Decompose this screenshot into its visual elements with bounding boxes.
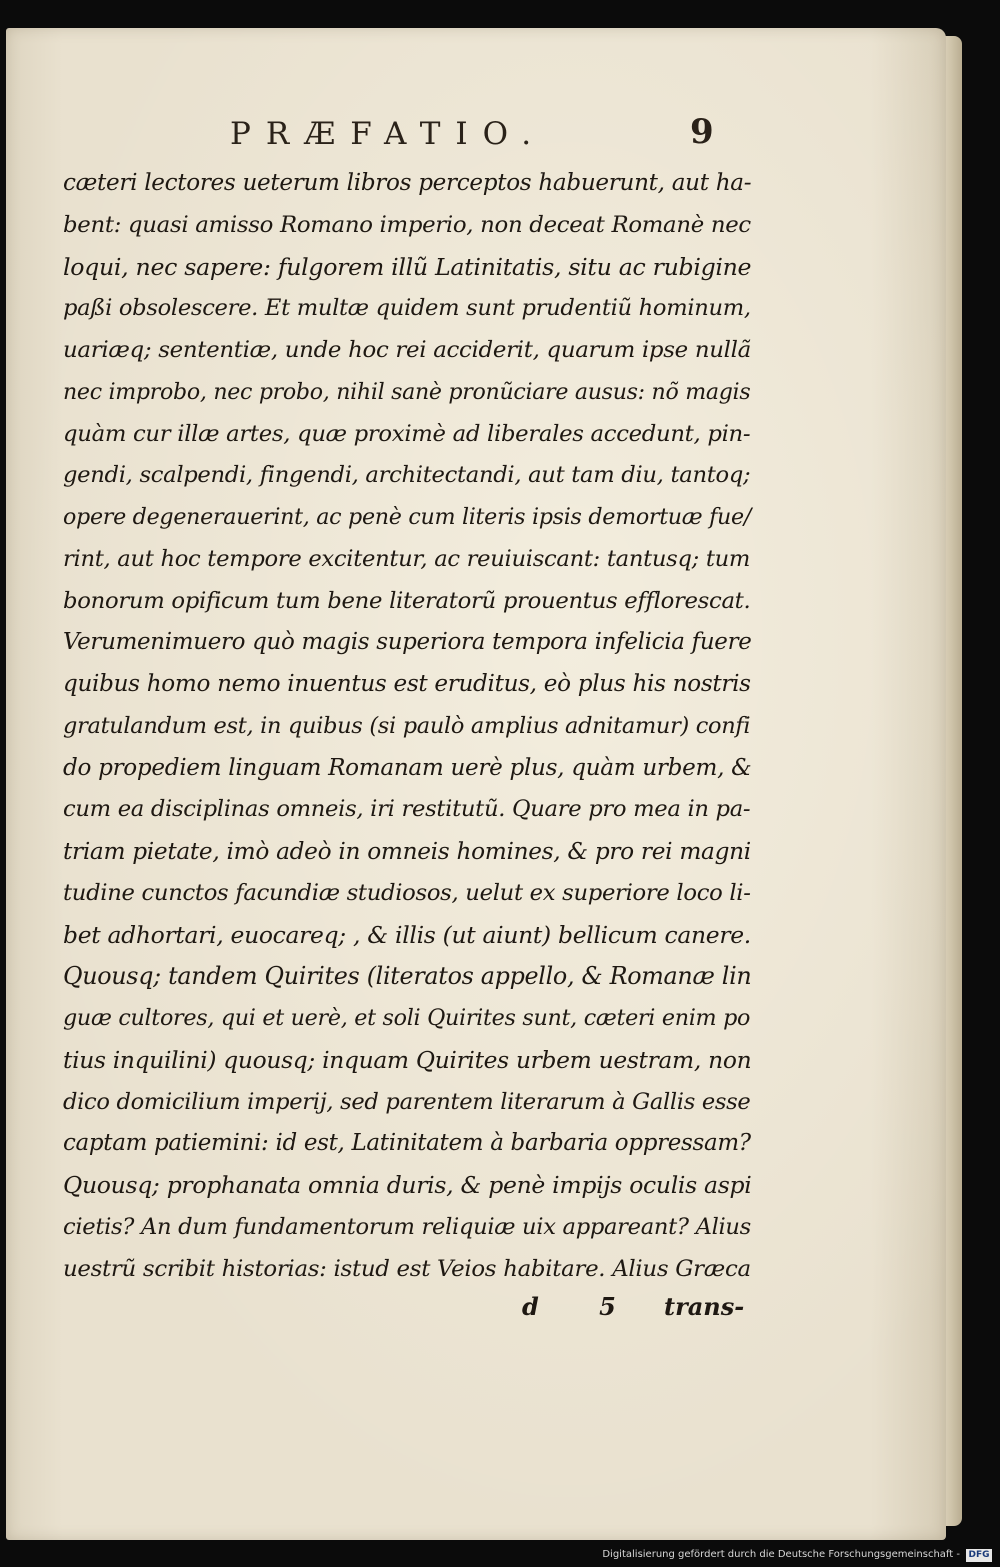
text-line: captam patiemini: id est, Latinitatem à barbaria oppressam?	[63, 1130, 751, 1157]
running-title: PRÆFATIO.	[230, 116, 547, 152]
text-line: tudine cunctos facundiæ studiosos, uelut ex superiore loco li-	[63, 879, 751, 906]
text-line: dico domicilium imperij, sed parentem literarum à Gallis esse	[63, 1088, 751, 1115]
text-line: opere degenerauerint, ac penè cum literis ipsis demortuæ fue/	[63, 504, 752, 530]
catchword: trans-	[664, 1292, 745, 1321]
text-line: do propediem linguam Romanam uerè plus, quàm urbem, &	[63, 754, 752, 781]
signature-mark: d 5	[522, 1292, 642, 1321]
text-line: quàm cur illæ artes, quæ proximè ad liberales accedunt, pin-	[63, 420, 751, 447]
text-line: rint, aut hoc tempore excitentur, ac reuiuiscant: tantusq; tum	[63, 545, 751, 572]
page-footer	[0, 1288, 1000, 1328]
text-line: Quousq; tandem Quirites (literatos appello, & Romanæ lin	[63, 962, 752, 991]
text-line: uariæq; sententiæ, unde hoc rei acciderit, quarum ipse nullã	[63, 337, 751, 363]
digitization-credit: Digitalisierung gefördert durch die Deutsche Forschungsgemeinschaft -	[602, 1549, 960, 1560]
text-line: paßi obsolescere. Et multæ quidem sunt prudentiũ hominum,	[63, 295, 751, 322]
text-line: Quousq; prophanata omnia duris, & penè impijs oculis aspi	[63, 1171, 752, 1199]
dfg-logo: DFG	[966, 1549, 992, 1562]
text-line: quibus homo nemo inuentus est eruditus, eò plus his nostris	[63, 671, 751, 697]
text-line: cæteri lectores ueterum libros perceptos habuerunt, aut ha-	[63, 170, 752, 196]
text-line: uestrũ scribit historias: istud est Veios habitare. Alius Græca	[63, 1255, 751, 1282]
text-line: nec improbo, nec probo, nihil sanè pronũciare ausus: nõ magis	[63, 378, 751, 405]
text-block	[63, 163, 763, 1290]
text-line: Verumenimuero quò magis superiora tempora infelicia fuere	[63, 629, 752, 656]
page-number: 9	[690, 112, 714, 152]
text-line: cum ea disciplinas omneis, iri restitutũ. Quare pro mea in pa-	[63, 796, 751, 823]
text-line: bent: quasi amisso Romano imperio, non deceat Romanè nec	[63, 211, 751, 238]
text-line: gendi, scalpendi, fingendi, architectandi, aut tam diu, tantoq;	[63, 462, 751, 489]
page-header	[230, 110, 750, 160]
text-line: bet adhortari, euocareq; , & illis (ut aiunt) bellicum canere.	[63, 920, 751, 949]
text-line: bonorum opificum tum bene literatorũ prouentus efflorescat.	[63, 587, 751, 614]
text-line: guæ cultores, qui et uerè, et soli Quirites sunt, cæteri enim po	[63, 1005, 751, 1031]
text-line: cietis? An dum fundamentorum reliquiæ uix appareant? Alius	[63, 1213, 751, 1240]
text-line: gratulandum est, in quibus (si paulò amplius adnitamur) confi	[63, 712, 751, 739]
text-line: loqui, nec sapere: fulgorem illũ Latinitatis, situ ac rubigine	[63, 252, 752, 281]
text-line: tius inquilini) quousq; inquam Quirites urbem uestram, non	[63, 1045, 752, 1074]
text-line: triam pietate, imò adeò in omneis homines, & pro rei magni	[63, 838, 751, 865]
